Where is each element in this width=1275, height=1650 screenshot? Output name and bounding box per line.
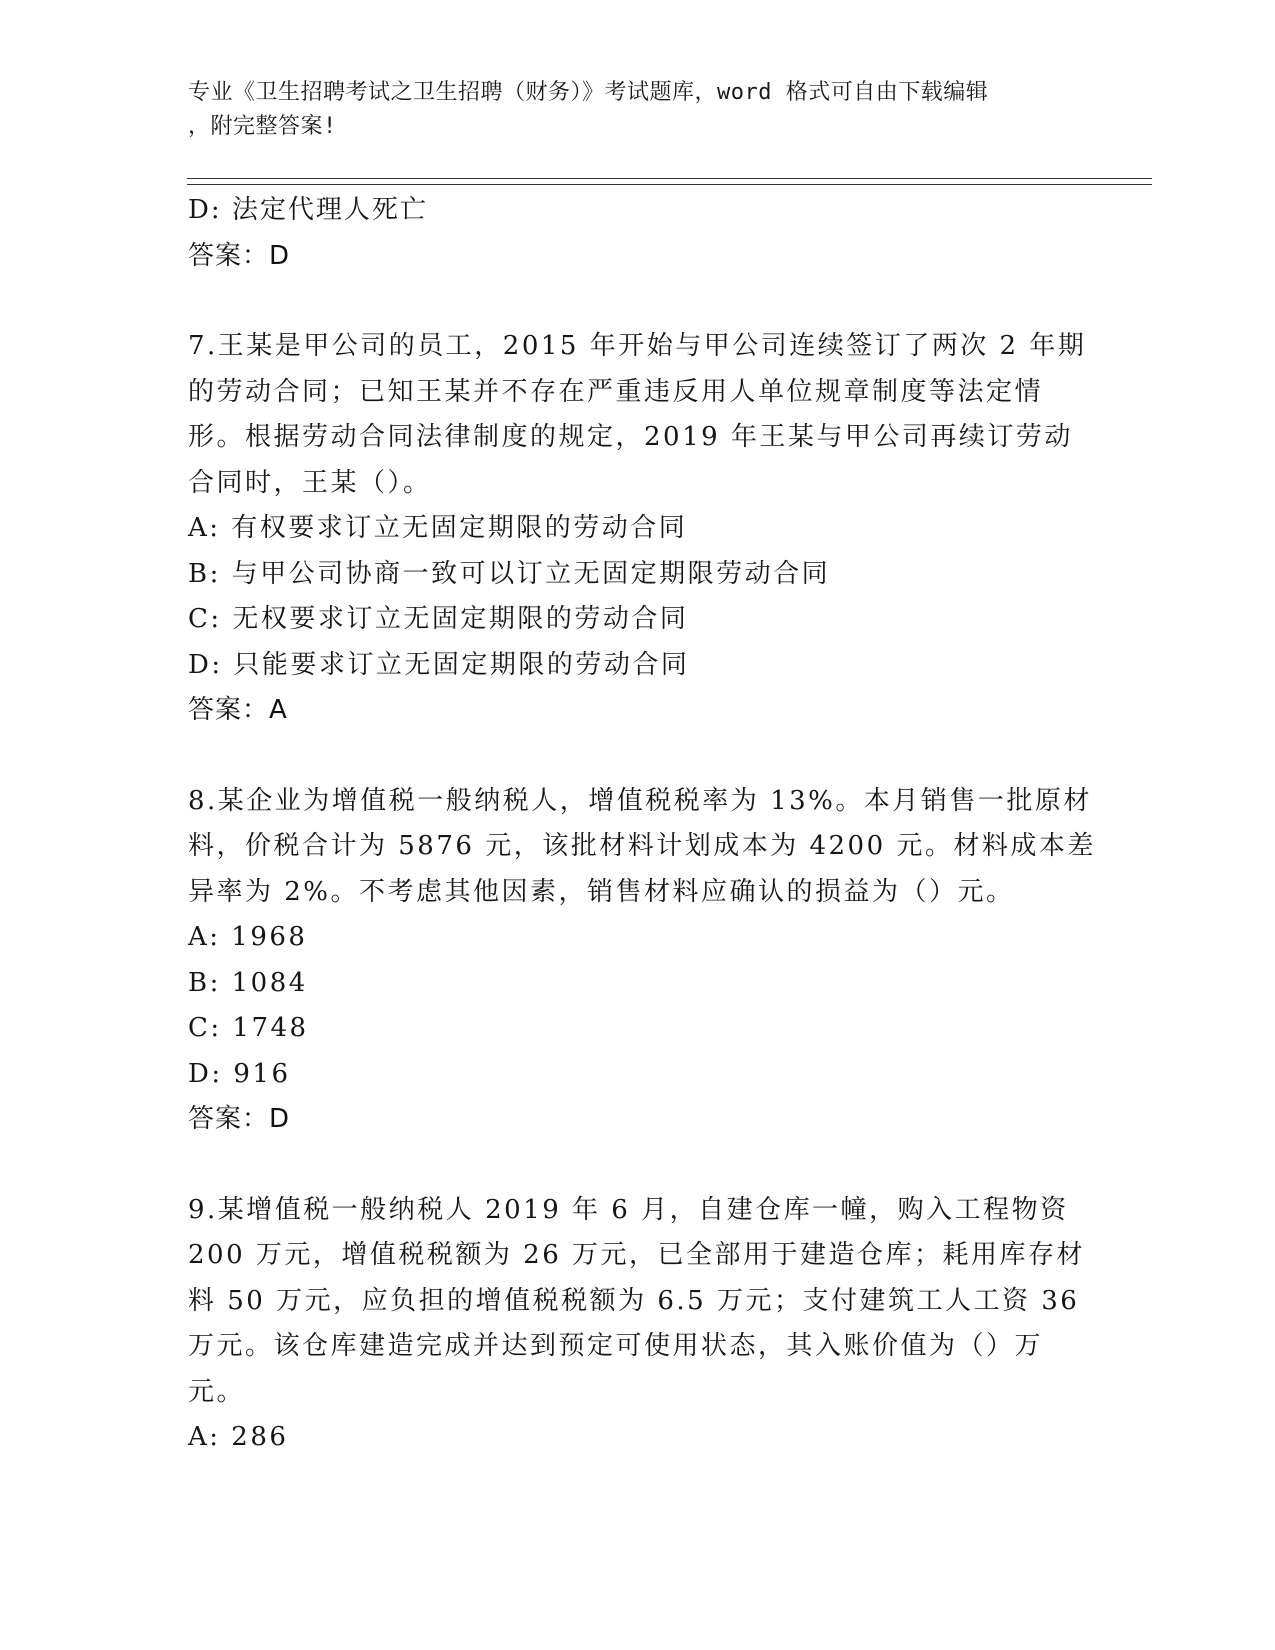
option-d: D: 法定代理人死亡 xyxy=(188,195,428,225)
document-header xyxy=(188,76,1088,144)
question-stem-line: 料 50 万元，应负担的增值税税额为 6.5 万元；支付建筑工人工资 36 xyxy=(188,1285,1080,1316)
question-stem-line: 9.某增值税一般纳税人 2019 年 6 月，自建仓库一幢，购入工程物资 xyxy=(188,1194,1069,1225)
answer-line: 答案：D xyxy=(188,1104,291,1134)
option-b: B: 1084 xyxy=(188,967,308,998)
question-stem-line: 200 万元，增值税税额为 26 万元，已全部用于建造仓库；耗用库存材 xyxy=(188,1240,1086,1270)
question-stem-line: 形。根据劳动合同法律制度的规定，2019 年王某与甲公司再续订劳动 xyxy=(188,422,1073,452)
option-a: A: 1968 xyxy=(188,922,308,952)
question-stem-line: 料，价税合计为 5876 元，该批材料计划成本为 4200 元。材料成本差 xyxy=(188,831,1096,861)
spacer xyxy=(188,279,1088,324)
question-stem-line: 7.王某是甲公司的员工，2015 年开始与甲公司连续签订了两次 2 年期 xyxy=(188,331,1087,361)
question-8 xyxy=(188,779,1096,1143)
document-body xyxy=(188,188,1096,1461)
question-9 xyxy=(188,1188,1088,1461)
spacer xyxy=(188,1143,1088,1188)
question-stem-line: 万元。该仓库建造完成并达到预定可使用状态，其入账价值为（）万 xyxy=(188,1331,1044,1361)
question-stem-line: 的劳动合同；已知王某并不存在严重违反用人单位规章制度等法定情 xyxy=(188,376,1044,407)
question-7 xyxy=(188,324,1088,734)
header-line-1: 专业《卫生招聘考试之卫生招聘（财务）》考试题库，word 格式可自由下载编辑 xyxy=(188,80,989,105)
header-line-2: ，附完整答案! xyxy=(188,114,337,139)
header-divider-bottom xyxy=(187,184,1152,185)
answer-line: 答案：D xyxy=(188,240,291,271)
option-a: A: 有权要求订立无固定期限的劳动合同 xyxy=(188,513,688,543)
option-b: B: 与甲公司协商一致可以订立无固定期限劳动合同 xyxy=(188,558,831,589)
question-stem-line: 8.某企业为增值税一般纳税人，增值税税率为 13%。本月销售一批原材 xyxy=(188,785,1092,816)
question-6-tail xyxy=(188,188,1088,279)
question-stem-line: 合同时，王某（）。 xyxy=(188,467,432,498)
option-d: D: 只能要求订立无固定期限的劳动合同 xyxy=(188,649,690,680)
question-stem-line: 异率为 2%。不考虑其他因素，销售材料应确认的损益为（）元。 xyxy=(188,876,1015,907)
option-d: D: 916 xyxy=(188,1058,291,1089)
answer-line: 答案：A xyxy=(188,695,288,725)
question-stem-line: 元。 xyxy=(188,1376,246,1407)
option-c: C: 1748 xyxy=(188,1013,309,1043)
option-a: A: 286 xyxy=(188,1422,289,1452)
option-c: C: 无权要求订立无固定期限的劳动合同 xyxy=(188,604,689,634)
spacer xyxy=(188,734,1088,779)
header-divider-top xyxy=(187,178,1152,179)
